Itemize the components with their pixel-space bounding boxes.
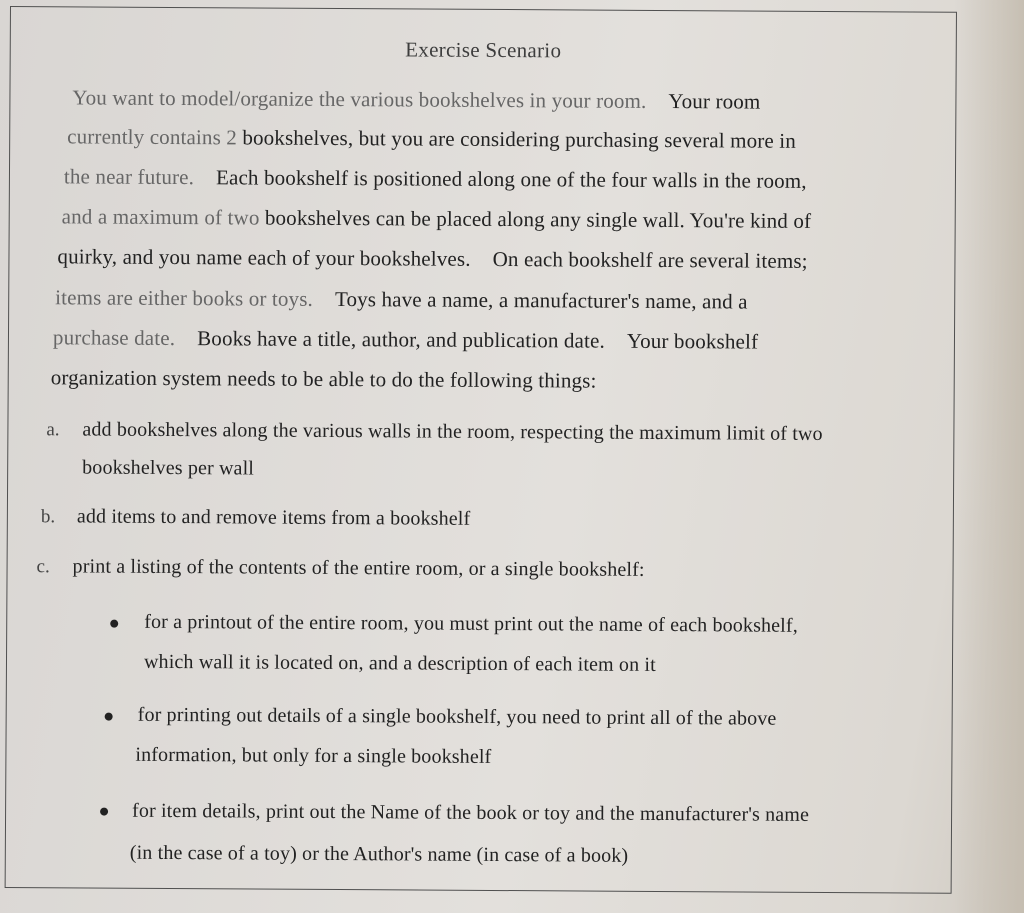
list-marker-a: a.	[46, 419, 60, 441]
intro-text: Toys have a name, a manufacturer's name, and a	[334, 286, 748, 314]
bullet-icon	[110, 620, 118, 628]
intro-text: On each bookshelf are several items;	[492, 246, 808, 273]
intro-text: items are either books or toys.	[55, 285, 314, 311]
page-edge-shadow	[954, 0, 1024, 913]
list-item-c: print a listing of the contents of the entire room, or a single bookshelf:	[72, 555, 645, 581]
list-item-b: add items to and remove items from a bookshelf	[76, 505, 471, 530]
intro-text: Your bookshelf	[626, 328, 759, 354]
intro-text: and a maximum of two	[61, 204, 260, 230]
document-frame	[5, 6, 957, 894]
bullet-2-line-1: for printing out details of a single bookshelf, you need to print all of the above	[137, 703, 777, 730]
intro-text: the near future.	[63, 164, 195, 190]
list-marker-b: b.	[40, 506, 56, 528]
bullet-3-line-2: (in the case of a toy) or the Author's name (in case of a book)	[129, 841, 629, 867]
bullet-2-line-2: information, but only for a single bookshelf	[135, 743, 492, 768]
intro-text: bookshelves, but you are considering purchasing several more in	[242, 125, 797, 153]
bullet-1-line-1: for a printout of the entire room, you must print out the name of each bookshelf,	[144, 610, 798, 637]
intro-line-8	[51, 365, 597, 393]
intro-text: You want to model/organize the various bookshelves in your room.	[72, 85, 647, 113]
intro-line-1	[72, 85, 760, 114]
intro-line-3	[64, 164, 807, 194]
list-item-a-line-1: add bookshelves along the various walls in the room, respecting the maximum limit of two	[82, 418, 823, 445]
intro-text: Your room	[668, 89, 761, 114]
intro-line-4	[62, 204, 812, 234]
intro-text: organization system needs to be able to do the following things:	[50, 365, 597, 393]
intro-line-7	[53, 325, 758, 354]
intro-line-2	[67, 124, 796, 153]
intro-line-6	[55, 285, 748, 314]
list-marker-c: c.	[36, 556, 50, 578]
bullet-3-line-1: for item details, print out the Name of the book or toy and the manufacturer's name	[132, 799, 810, 826]
intro-text: bookshelves can be placed along any single wall. You're kind of	[264, 205, 812, 233]
intro-line-5	[57, 244, 807, 274]
intro-text: Books have a title, author, and publication date.	[197, 326, 605, 353]
bullet-icon	[105, 713, 113, 721]
list-item-a-line-2: bookshelves per wall	[82, 456, 255, 480]
intro-text: purchase date.	[52, 325, 176, 351]
intro-text: currently contains 2	[67, 124, 238, 150]
intro-text: Each bookshelf is positioned along one of the four walls in the room,	[215, 165, 807, 193]
intro-text: quirky, and you name each of your bookshelves.	[57, 244, 471, 271]
document-title: Exercise Scenario	[405, 37, 562, 63]
bullet-icon	[100, 808, 108, 816]
bullet-1-line-2: which wall it is located on, and a description of each item on it	[143, 650, 656, 676]
